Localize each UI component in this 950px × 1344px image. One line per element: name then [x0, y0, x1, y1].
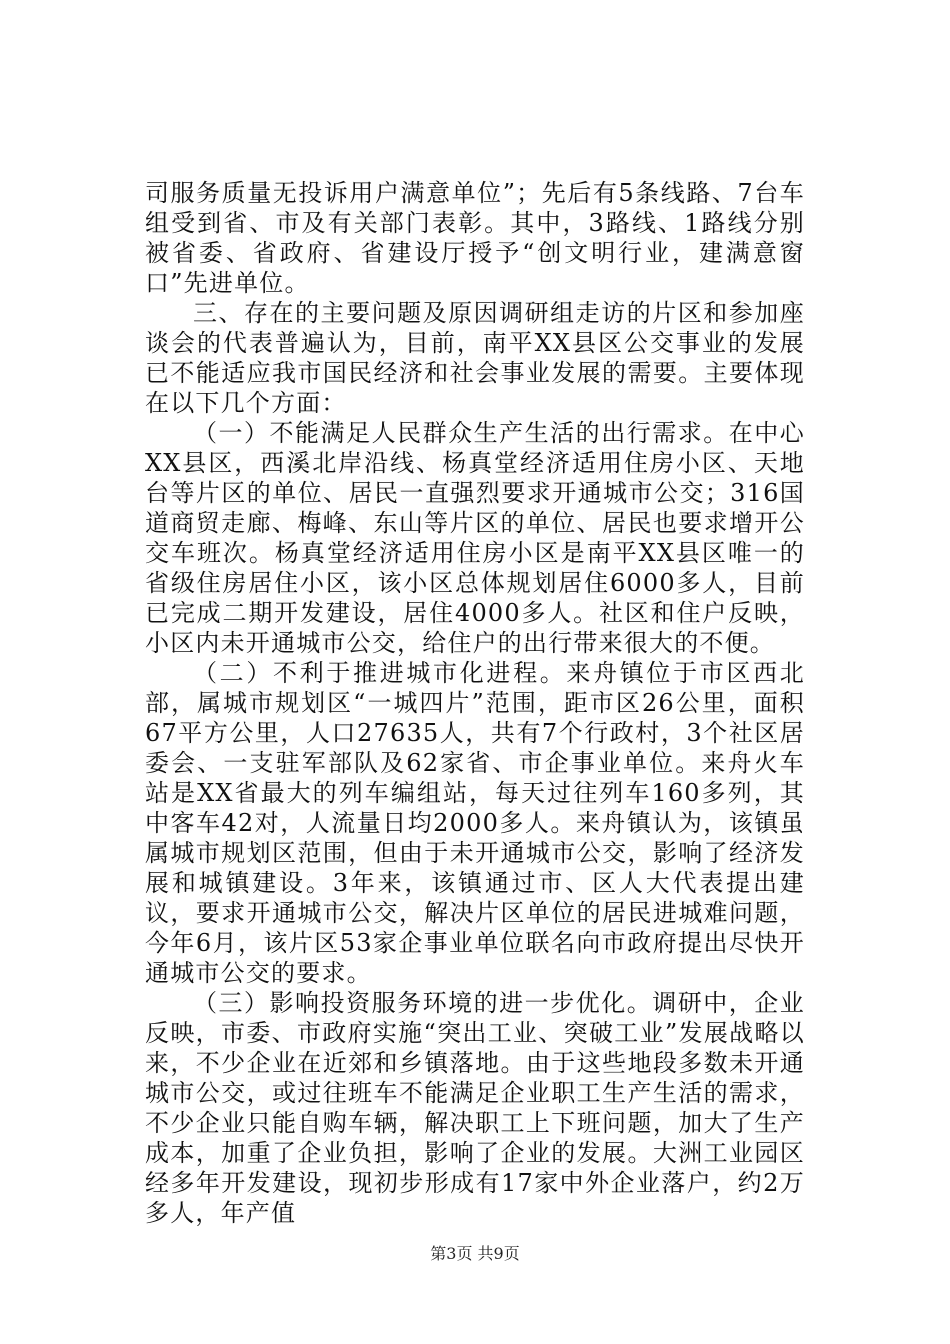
text-block-main [145, 298, 805, 1228]
paragraph-point-one: （一）不能满足人民群众生产生活的出行需求。在中心XX县区，西溪北岸沿线、杨真堂经济适用住房小区、天地台等片区的单位、居民一直强烈要求开通城市公交；316国道商贸走廊、梅峰、东山等片区的单位、居民也要求增开公交车班次。杨真堂经济适用住房小区是南平XX县区唯一的省级住房居住小区，该小区总体规划居住6000多人，目前已完成二期开发建设，居住4000多人。社区和住户反映，小区内未开通城市公交，给住户的出行带来很大的不便。 [145, 419, 805, 657]
paragraph-continuation: 司服务质量无投诉用户满意单位”；先后有5条线路、7台车组受到省、市及有关部门表彰。其中，3路线、1路线分别被省委、省政府、省建设厅授予“创文明行业，建满意窗口”先进单位。 [145, 179, 805, 297]
paragraph-point-two: （二）不利于推进城市化进程。来舟镇位于市区西北部，属城市规划区“一城四片”范围，距市区26公里，面积67平方公里，人口27635人，共有7个行政村，3个社区居委会、一支驻军部队及62家省、市企事业单位。来舟火车站是XX省最大的列车编组站，每天过往列车160多列，其中客车42对，人流量日均2000多人。来舟镇认为，该镇虽属城市规划区范围，但由于未开通城市公交，影响了经济发展和城镇建设。3年来，该镇通过市、区人大代表提出建议，要求开通城市公交，解决片区单位的居民进城难问题，今年6月，该片区53家企事业单位联名向市政府提出尽快开通城市公交的要求。 [145, 659, 805, 987]
text-block-top [145, 178, 805, 298]
paragraph-point-three: （三）影响投资服务环境的进一步优化。调研中，企业反映，市委、市政府实施“突出工业、突破工业”发展战略以来，不少企业在近郊和乡镇落地。由于这些地段多数未开通城市公交，或过往班车不能满足企业职工生产生活的需求，不少企业只能自购车辆，解决职工上下班问题，加大了生产成本，加重了企业负担，影响了企业的发展。大洲工业园区经多年开发建设，现初步形成有17家中外企业落户，约2万多人，年产值 [145, 989, 805, 1227]
paragraph-section-three: 三、存在的主要问题及原因调研组走访的片区和参加座谈会的代表普遍认为，目前，南平XX县区公交事业的发展已不能适应我市国民经济和社会事业发展的需要。主要体现在以下几个方面： [145, 299, 805, 417]
page-footer [0, 1244, 950, 1264]
page-number-label: 第3页 共9页 [430, 1244, 520, 1263]
